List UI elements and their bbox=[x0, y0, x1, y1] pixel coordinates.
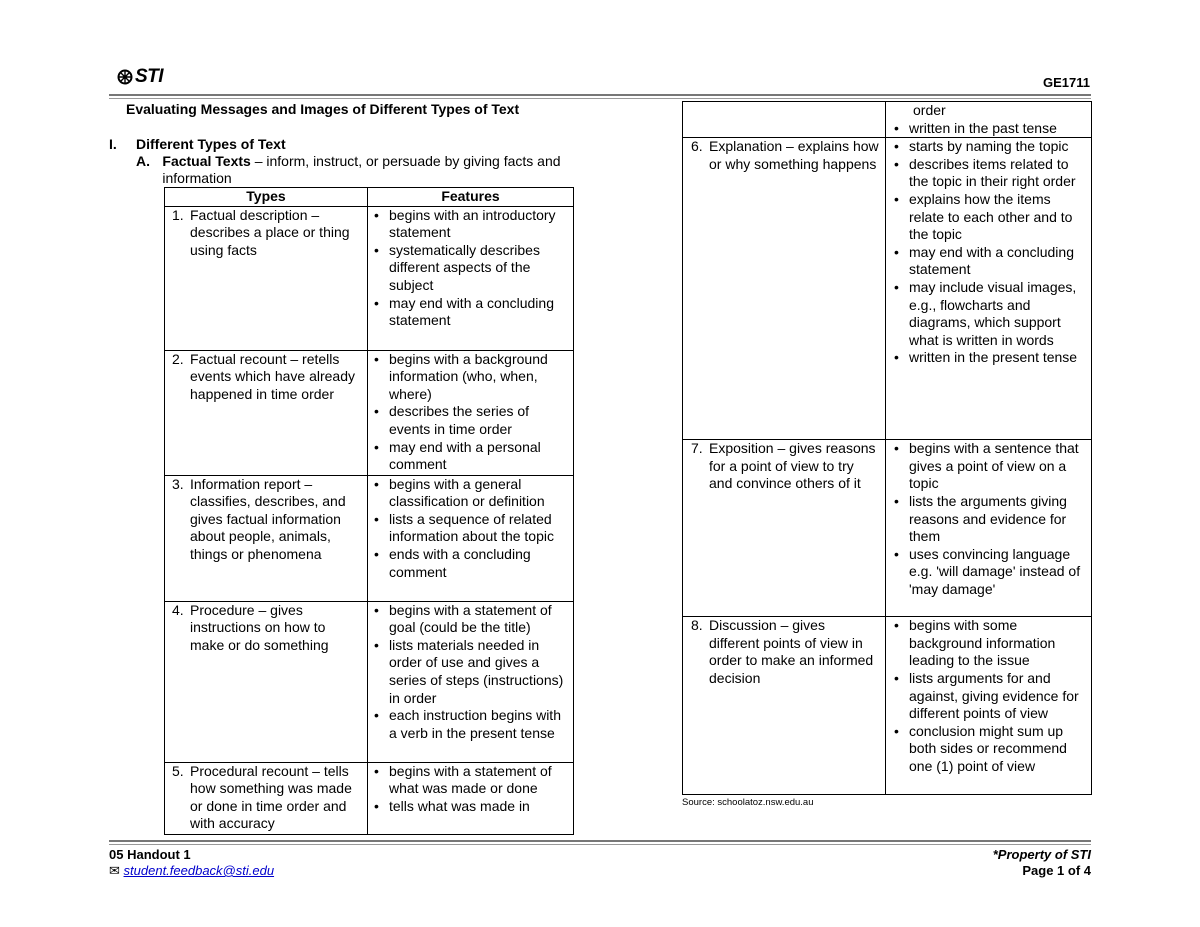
features-list bbox=[368, 602, 573, 743]
type-cell bbox=[683, 440, 886, 617]
bullet-icon: • bbox=[894, 349, 899, 366]
feedback-email-link[interactable]: student.feedback@sti.edu bbox=[123, 863, 275, 878]
bullet-icon: • bbox=[374, 636, 379, 653]
text-types-table-left bbox=[164, 187, 574, 835]
feature-text: may end with a concluding statement bbox=[909, 243, 1074, 278]
type-cell bbox=[683, 138, 886, 440]
footer-left bbox=[109, 847, 274, 879]
type-number: 1. bbox=[172, 206, 184, 223]
continued-text: order bbox=[913, 102, 946, 118]
feature-text: uses convincing language e.g. 'will damage' instead of 'may damage' bbox=[909, 545, 1081, 597]
features-list bbox=[886, 440, 1091, 598]
feature-text: starts by naming the topic bbox=[909, 138, 1069, 155]
bullet-icon: • bbox=[374, 707, 379, 724]
feature-item bbox=[894, 120, 1087, 138]
bullet-icon: • bbox=[894, 278, 899, 295]
feature-item bbox=[894, 279, 1087, 349]
feature-text: begins with an introductory statement bbox=[389, 206, 556, 241]
sti-logo bbox=[117, 66, 163, 88]
feature-item bbox=[894, 191, 1087, 244]
features-cell bbox=[886, 440, 1092, 617]
table-header-row bbox=[165, 188, 574, 207]
type-description bbox=[165, 602, 367, 655]
handout-label: 05 Handout 1 bbox=[109, 847, 191, 862]
feature-item bbox=[374, 637, 569, 707]
bullet-icon: • bbox=[374, 762, 379, 779]
bullet-icon: • bbox=[894, 722, 899, 739]
table-row bbox=[683, 440, 1092, 617]
feature-item bbox=[894, 156, 1087, 191]
bullet-icon: • bbox=[894, 492, 899, 509]
features-cell bbox=[368, 206, 574, 350]
type-text: Procedure – gives instructions on how to make or do something bbox=[190, 601, 329, 653]
type-number: 2. bbox=[172, 350, 184, 367]
type-cell bbox=[683, 617, 886, 795]
type-number: 5. bbox=[172, 762, 184, 779]
subsection-heading bbox=[136, 153, 573, 187]
type-text: Discussion – gives different points of view in order to make an informed decision bbox=[709, 617, 874, 686]
bullet-icon: • bbox=[374, 206, 379, 223]
feature-text: systematically describes different aspects of the subject bbox=[389, 241, 540, 293]
features-list bbox=[368, 207, 573, 330]
features-cell bbox=[368, 475, 574, 601]
sti-emblem-icon bbox=[117, 69, 133, 85]
feature-text: begins with a sentence that gives a point of view on a topic bbox=[909, 440, 1079, 492]
features-cell bbox=[886, 138, 1092, 440]
feature-text: explains how the items relate to each other and to the topic bbox=[909, 190, 1073, 243]
bullet-icon: • bbox=[374, 601, 379, 618]
type-text: Exposition – gives reasons for a point of view to try and convince others of it bbox=[709, 440, 876, 492]
feature-text: may include visual images, e.g., flowcharts and diagrams, which support what is written in words bbox=[909, 278, 1077, 348]
feature-item bbox=[374, 476, 569, 511]
page-number: Page 1 of 4 bbox=[1022, 863, 1091, 878]
feature-text: describes the series of events in time order bbox=[389, 403, 530, 437]
table-row bbox=[165, 350, 574, 475]
bullet-icon: • bbox=[374, 545, 379, 562]
feature-item bbox=[374, 707, 569, 742]
document-title: Evaluating Messages and Images of Different Types of Text bbox=[126, 101, 520, 117]
table-row bbox=[683, 617, 1092, 795]
features-list bbox=[886, 138, 1091, 367]
course-code: GE1711 bbox=[1043, 75, 1090, 90]
type-cell bbox=[165, 206, 368, 350]
feature-item bbox=[374, 439, 569, 474]
section-title: Different Types of Text bbox=[136, 136, 286, 152]
feature-text: written in the present tense bbox=[909, 349, 1078, 366]
type-description bbox=[683, 617, 885, 687]
feature-item bbox=[374, 295, 569, 330]
feature-item bbox=[894, 440, 1087, 493]
footer-right bbox=[993, 847, 1091, 879]
type-number: 8. bbox=[691, 617, 703, 634]
type-number: 7. bbox=[691, 440, 703, 457]
feature-text: describes items related to the topic in their right order bbox=[909, 155, 1076, 190]
feature-text: begins with a background information (who, when, where) bbox=[389, 350, 548, 402]
bullet-icon: • bbox=[894, 617, 899, 634]
features-list bbox=[368, 476, 573, 582]
feature-item bbox=[374, 546, 569, 581]
feature-item bbox=[894, 670, 1087, 723]
section-heading bbox=[109, 135, 573, 153]
type-description bbox=[165, 207, 367, 260]
feature-item bbox=[894, 493, 1087, 546]
feature-item bbox=[374, 207, 569, 242]
feedback-line bbox=[109, 863, 274, 879]
source-citation: Source: schoolatoz.nsw.edu.au bbox=[682, 797, 814, 808]
type-cell bbox=[165, 350, 368, 475]
feature-item bbox=[374, 602, 569, 637]
feature-item bbox=[374, 351, 569, 404]
feature-item bbox=[374, 763, 569, 798]
features-cell bbox=[368, 762, 574, 834]
type-description bbox=[165, 476, 367, 564]
envelope-icon: ✉ bbox=[109, 863, 120, 878]
type-number: 6. bbox=[691, 138, 703, 155]
type-cell-empty bbox=[683, 102, 886, 138]
feature-item bbox=[894, 349, 1087, 367]
bullet-icon: • bbox=[374, 294, 379, 311]
bullet-icon: • bbox=[374, 403, 379, 420]
bullet-icon: • bbox=[374, 510, 379, 527]
feature-text: begins with some background information leading to the issue bbox=[909, 617, 1056, 669]
type-cell bbox=[165, 601, 368, 762]
feature-item bbox=[894, 723, 1087, 776]
feature-text: lists arguments for and against, giving evidence for different points of view bbox=[909, 669, 1079, 722]
bullet-icon: • bbox=[374, 350, 379, 367]
feature-text: conclusion might sum up both sides or recommend one (1) point of view bbox=[909, 722, 1067, 774]
feature-item bbox=[374, 242, 569, 295]
type-description bbox=[165, 763, 367, 833]
feature-item bbox=[894, 244, 1087, 279]
bullet-icon: • bbox=[894, 138, 899, 155]
features-cell bbox=[886, 102, 1092, 138]
features-list bbox=[368, 351, 573, 474]
feature-item bbox=[374, 511, 569, 546]
bullet-icon: • bbox=[374, 475, 379, 492]
features-cell bbox=[886, 617, 1092, 795]
feature-text: begins with a general classification or definition bbox=[389, 475, 545, 510]
feature-text: lists materials needed in order of use and gives a series of steps (instructions) in order bbox=[389, 636, 564, 706]
type-number: 3. bbox=[172, 475, 184, 492]
bullet-icon: • bbox=[894, 243, 899, 260]
subsection-title: Factual Texts bbox=[162, 153, 251, 169]
type-description bbox=[165, 351, 367, 404]
property-notice: *Property of STI bbox=[992, 847, 1091, 862]
bullet-icon: • bbox=[894, 545, 899, 562]
left-table-body bbox=[165, 206, 574, 834]
table-row bbox=[683, 138, 1092, 440]
logo-text: STI bbox=[135, 66, 164, 87]
features-header: Features bbox=[368, 188, 574, 207]
type-description bbox=[683, 440, 885, 493]
feature-item bbox=[894, 617, 1087, 670]
feature-text: may end with a concluding statement bbox=[389, 294, 554, 329]
type-cell bbox=[165, 475, 368, 601]
feature-text: tells what was made in bbox=[389, 797, 530, 814]
section-number: I. bbox=[109, 136, 117, 152]
feature-text: lists the arguments giving reasons and evidence for them bbox=[909, 492, 1067, 545]
features-list bbox=[368, 763, 573, 816]
subsection-description: – inform, instruct, or persuade by giving facts and information bbox=[162, 153, 561, 186]
feature-text: begins with a statement of what was made or done bbox=[389, 762, 552, 797]
type-number: 4. bbox=[172, 601, 184, 618]
feature-text: begins with a statement of goal (could be the title) bbox=[389, 601, 552, 636]
footer-divider bbox=[109, 840, 1091, 845]
table-row bbox=[165, 475, 574, 601]
right-table-body bbox=[683, 102, 1092, 795]
table-row bbox=[165, 601, 574, 762]
features-list bbox=[886, 617, 1091, 775]
type-text: Procedural recount – tells how something was made or done in time order and with accuracy bbox=[190, 762, 352, 832]
bullet-icon: • bbox=[894, 119, 899, 136]
feature-text: may end with a personal comment bbox=[389, 438, 541, 473]
feature-text: each instruction begins with a verb in the present tense bbox=[389, 707, 561, 741]
header-divider bbox=[109, 94, 1091, 99]
type-text: Factual recount – retells events which have already happened in time order bbox=[190, 350, 355, 402]
types-header: Types bbox=[165, 188, 368, 207]
type-text: Information report – classifies, describes, and gives factual information about people, animals, things or phenomena bbox=[190, 475, 346, 562]
feature-item bbox=[374, 798, 569, 816]
bullet-icon: • bbox=[374, 241, 379, 258]
feature-item bbox=[894, 138, 1087, 156]
feature-text: ends with a concluding comment bbox=[389, 545, 531, 580]
right-column bbox=[682, 101, 1091, 795]
bullet-icon: • bbox=[894, 155, 899, 172]
bullet-icon: • bbox=[374, 797, 379, 814]
table-row-continued bbox=[683, 102, 1092, 138]
table-row bbox=[165, 206, 574, 350]
bullet-icon: • bbox=[894, 190, 899, 207]
subsection-text bbox=[162, 153, 573, 187]
feature-text: lists a sequence of related information about the topic bbox=[389, 510, 554, 545]
features-cell bbox=[368, 601, 574, 762]
bullet-icon: • bbox=[894, 440, 899, 457]
feature-text: written in the past tense bbox=[909, 119, 1057, 136]
type-text: Factual description – describes a place or thing using facts bbox=[190, 206, 350, 258]
subsection-letter: A. bbox=[136, 153, 150, 169]
bullet-icon: • bbox=[374, 438, 379, 455]
text-types-table-right bbox=[682, 101, 1092, 795]
bullet-icon: • bbox=[894, 669, 899, 686]
table-row bbox=[165, 762, 574, 834]
features-cell bbox=[368, 350, 574, 475]
features-list bbox=[886, 120, 1091, 138]
feature-item bbox=[894, 546, 1087, 599]
feature-item bbox=[374, 403, 569, 438]
type-description bbox=[683, 138, 885, 173]
left-column bbox=[109, 100, 573, 835]
type-cell bbox=[165, 762, 368, 834]
type-text: Explanation – explains how or why something happens bbox=[709, 138, 879, 172]
